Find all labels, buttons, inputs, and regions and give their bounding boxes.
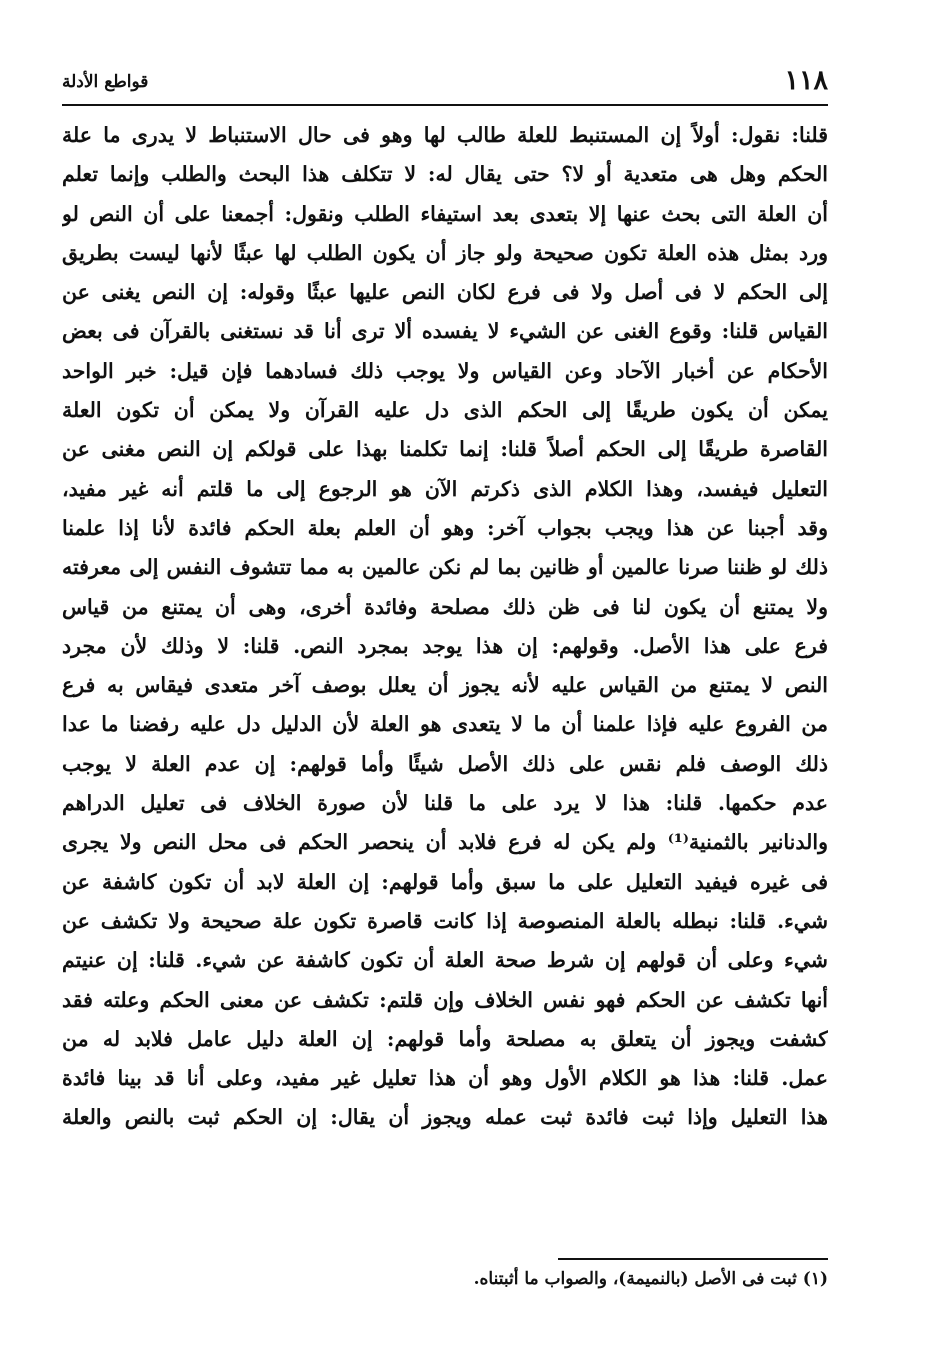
text-line: فى غيره فيفيد التعليل على ما سبق وأما قولهم: إن العلة لابد أن تكون كاشفة عن xyxy=(62,869,828,894)
text-line: ذلك لو ظننا صرنا عالمين أو ظانين بما لم نكن عالمين به مما تتشوف النفس إلى معرفته xyxy=(62,555,828,580)
page-header xyxy=(62,64,828,104)
text-line: ولا يمتنع أن يكون لنا فى ظن ذلك مصلحة وفائدة أخرى، وهى أن يمتنع من قياس xyxy=(62,594,828,619)
running-title: قواطع الأدلة xyxy=(62,72,149,92)
main-text xyxy=(62,116,828,1138)
text-line: إلى الحكم لا فى أصل ولا فى فرع لكان النص عليها عبثًا وقوله: إن النص يغنى عن xyxy=(62,280,828,305)
page-number: ١١٨ xyxy=(784,65,828,96)
text-line: التعليل فيفسد، وهذا الكلام الذى ذكرتم الآن هو الرجوع إلى ما قلتم أنه غير مفيد، xyxy=(62,476,828,501)
text-line: القاصرة طريقًا إلى الحكم أصلاً قلنا: إنما تكلمنا بهذا على قولكم إن النص مغنى عن xyxy=(62,437,828,462)
text-line: القياس قلنا: وقوع الغنى عن الشيء لا يفسده ألا ترى أنا قد نستغنى بالقرآن فى بعض xyxy=(62,319,828,344)
text-line: فرع على هذا الأصل. وقولهم: إن هذا يوجد بمجرد النص. قلنا: لا وذلك لأن مجرد xyxy=(62,633,828,658)
text-line: من الفروع عليه فإذا علمنا أن ما لا يتعدى هو العلة لأن الدليل دل عليه رفضنا ما عدا xyxy=(62,712,828,737)
text-line: يمكن أن يكون طريقًا إلى الحكم الذى دل عليه القرآن ولا يمكن أن تكون العلة xyxy=(62,398,828,423)
footnote: (١) ثبت فى الأصل (بالنميمة)، والصواب ما أثبتناه. xyxy=(473,1269,828,1289)
text-line: الأحكام عن أخبار الآحاد وعن القياس ولا يوجب ذلك فسادهما فإن قيل: خبر الواحد xyxy=(62,358,828,383)
text-line: شيء وعلى أن قولهم إن شرط صحة العلة أن تكون كاشفة عن شيء. قلنا: إن عنيتم xyxy=(62,948,828,973)
footnote-divider xyxy=(558,1258,828,1260)
text-line: شيء. قلنا: نبطله بالعلة المنصوصة إذا كانت قاصرة تكون علة صحيحة ولا تكشف عن xyxy=(62,908,828,933)
text-line: ذلك الوصف فلم نقس على ذلك الأصل شيئًا وأما قولهم: إن عدم العلة لا يوجب xyxy=(62,751,828,776)
text-line: قلنا: نقول: أولاً إن المستنبط للعلة طالب لها وهو فى حال الاستنباط لا يدرى ما علة xyxy=(62,123,828,147)
text-line: ورد بمثل هذه العلة تكون صحيحة ولو جاز أن يكون الطلب لها عبثًا لأنها ليست بطريق xyxy=(62,240,828,265)
text-line: أن العلة التى بحث عنها إلا بتعدى بعد استيفاء الطلب ونقول: أجمعنا على أن النص لو xyxy=(62,201,828,226)
text-line: والدنانير بالثمنية⁽¹⁾ ولم يكن له فرع فلابد أن ينحصر الحكم فى محل النص ولا يجرى xyxy=(62,830,828,855)
text-line: عمل. قلنا: هذا هو الكلام الأول وهو أن هذا تعليل غير مفيد، وعلى أنا قد بينا فائدة xyxy=(62,1066,828,1091)
header-divider xyxy=(62,104,828,106)
text-line: النص لا يمتنع من القياس عليه لأنه يجوز أن يعلل بوصف آخر متعدى فيقاس به فرع xyxy=(62,673,828,698)
text-line: الحكم وهل هى متعدية أو لا؟ حتى يقال له: لا تتكلف هذا البحث والطلب وإنما تعلم xyxy=(62,162,828,187)
text-line: هذا التعليل وإذا ثبت فائدة ثبت عمله ويجوز أن يقال: إن الحكم ثبت بالنص والعلة xyxy=(62,1105,828,1130)
text-line: عدم حكمها. قلنا: هذا لا يرد على ما قلنا لأن صورة الخلاف فى تعليل الدراهم xyxy=(62,791,828,816)
text-line: وقد أجبنا عن هذا ويجب بجواب آخر: وهو أن العلم بعلة الحكم فائدة لأنا إذا علمنا xyxy=(62,515,828,540)
text-line: كشفت ويجوز أن يتعلق به مصلحة وأما قولهم: إن العلة دليل عامل فلابد له من xyxy=(62,1026,828,1051)
text-line: أنها تكشف عن الحكم فهو نفس الخلاف وإن قلتم: تكشف عن معنى الحكم وعلته فقد xyxy=(62,987,828,1012)
